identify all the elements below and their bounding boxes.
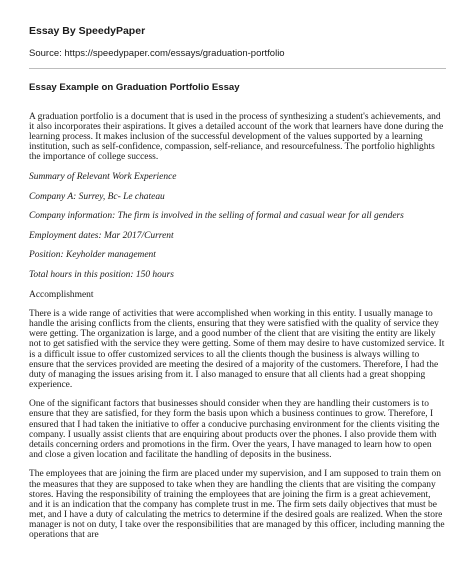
- essay-body: [29, 112, 446, 540]
- body-paragraph: There is a wide range of activities that were accomplished when working in this entity. I usually manage to handle the arising conflicts from the clients, ensuring that they were satisfied with the quality of service they were getting. The organization is large, and a good number of the client that are visiting the entity are likely not to get satisfied with the service they were getting. Some of them may desire to have customized service. It is a difficult issue to offer customized services to all the clients though the business is always willing to ensure that the services provided are meeting the desired of a majority of the customers. Therefore, I had the duty of managing the issues arising from it. I also managed to ensure that all clients had a great shopping experience.: [29, 309, 445, 390]
- source-line: Source: https://speedypaper.com/essays/graduation-portfolio: [29, 48, 285, 59]
- brand-title: Essay By SpeedyPaper: [29, 25, 146, 37]
- hours-line: Total hours in this position: 150 hours: [29, 269, 174, 280]
- company-line: Company A: Surrey, Bc- Le chateau: [29, 191, 165, 202]
- header-divider: [29, 68, 446, 69]
- body-paragraph: One of the significant factors that businesses should consider when they are handling their customers is to ensure that they are satisfied, for they form the basis upon which a business continues to grow. Therefore, I ensured that I had taken the initiative to offer a conducive purchasing environment for the clients visiting the company. I usually assist clients that are enquiring about products over the phones. I also provide them with details concerning orders and promotions in the firm. Over the years, I have managed to learn how to open and close a given location and facilitate the handling of deposits in the business.: [29, 399, 440, 460]
- position-line: Position: Keyholder management: [29, 250, 156, 261]
- body-paragraph: The employees that are joining the firm are placed under my supervision, and I am supposed to train them on the measures that they are supposed to take when they are handling the clients that are visiting the company stores. Having the responsibility of training the employees that are joining the firm is a great achievement, and it is an indication that the company has complete trust in me. The firm sets daily objectives that must be met, and I have a duty of calculating the metrics to determine if the desired goals are realized. When the store manager is not on duty, I take over the responsibilities that are managed by this officer, including manning the operations that are: [29, 469, 445, 540]
- essay-title: Essay Example on Graduation Portfolio Essay: [29, 82, 240, 93]
- accomplishment-heading: Accomplishment: [29, 289, 94, 300]
- intro-paragraph: A graduation portfolio is a document that is used in the process of synthesizing a student's achievements, and it also incorporates their aspirations. It gives a detailed account of the work that learners have done during the learning process. It makes inclusion of the successful development of the values supported by a learning institution, such as self-confidence, compassion, self-reliance, and resourcefulness. The portfolio highlights the importance of college success.: [29, 112, 444, 163]
- summary-heading: Summary of Relevant Work Experience: [29, 171, 177, 182]
- company-info-line: Company information: The firm is involved in the selling of formal and casual wear for all genders: [29, 211, 404, 222]
- employment-dates-line: Employment dates: Mar 2017/Current: [29, 230, 174, 241]
